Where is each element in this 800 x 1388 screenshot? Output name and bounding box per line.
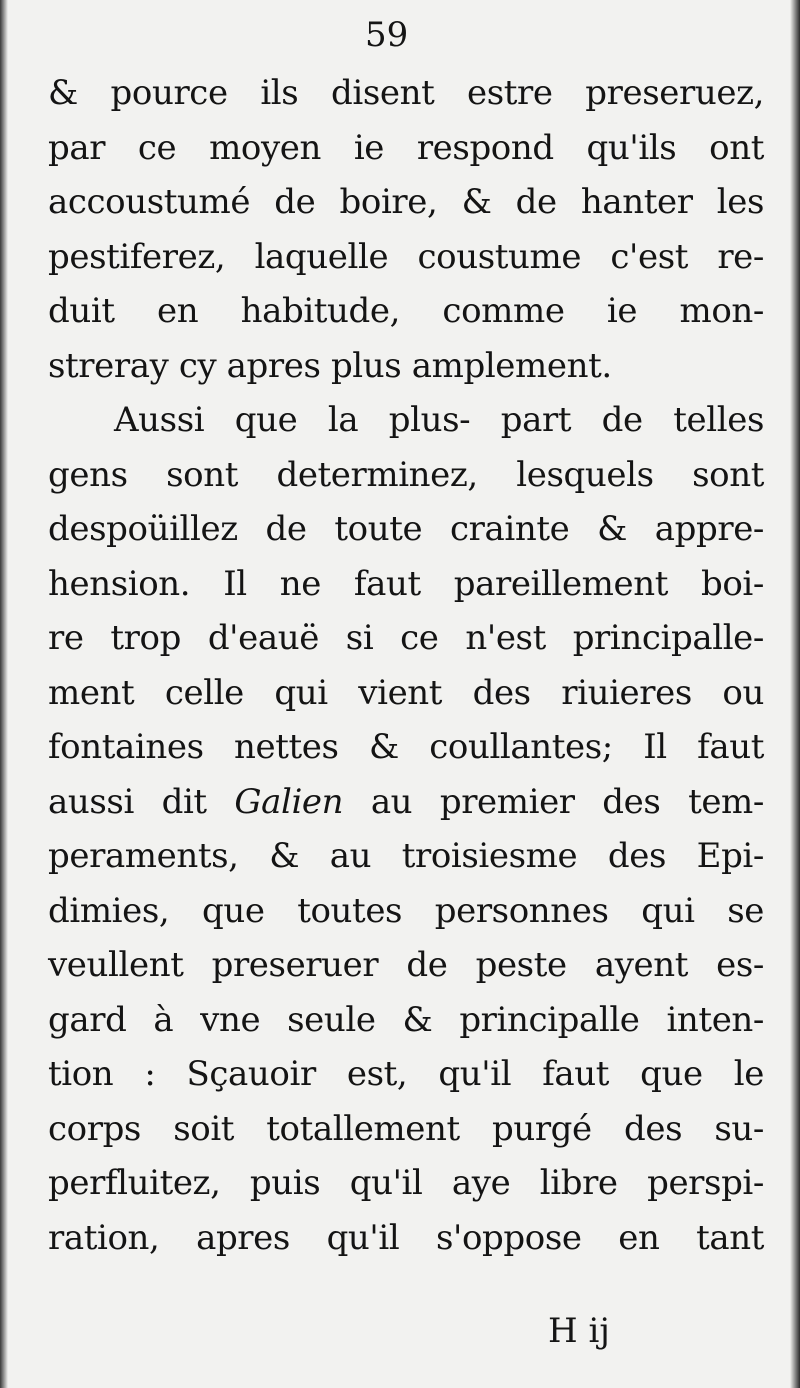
text-line: re trop d'eauë si ce n'est principalle-	[48, 618, 764, 658]
author-name: Galien	[234, 781, 344, 822]
text-line: accoustumé de boire, & de hanter les	[48, 182, 764, 222]
text-line: pestiferez, laquelle coustume c'est re-	[48, 236, 764, 277]
text-line: tion : Sçauoir est, qu'il faut que le	[48, 1054, 764, 1094]
text-line: dimies, que toutes personnes qui se	[48, 890, 764, 931]
text-line: gard à vne seule & principalle inten-	[48, 999, 764, 1040]
paragraph-start-line: Aussi que la plus- part de telles	[114, 400, 764, 440]
text-line: hension. Il ne faut pareillement boi-	[48, 563, 764, 604]
signature-mark: H ij	[548, 1311, 610, 1351]
text-body	[48, 66, 764, 1265]
text-line: veullent preseruer de peste ayent es-	[48, 945, 764, 985]
text-line: corps soit totallement purgé des su-	[48, 1108, 764, 1149]
text-line-with-name	[48, 775, 764, 830]
text-line: peraments, & au troisiesme des Epi-	[48, 836, 764, 876]
text-line: par ce moyen ie respond qu'ils ont	[48, 127, 764, 168]
text-line: fontaines nettes & coullantes; Il faut	[48, 727, 764, 767]
text-line: gens sont determinez, lesquels sont	[48, 454, 764, 495]
text-line: ment celle qui vient des riuieres ou	[48, 672, 764, 713]
text-fragment: au premier des tem-	[370, 781, 764, 822]
text-line: ration, apres qu'il s'oppose en tant	[48, 1217, 764, 1258]
page-number: 59	[365, 15, 409, 55]
text-line: despoüillez de toute crainte & appre-	[48, 509, 764, 549]
text-fragment: aussi dit	[48, 781, 207, 822]
text-line: perfluitez, puis qu'il aye libre perspi-	[48, 1163, 764, 1203]
text-line: streray cy apres plus amplement.	[48, 345, 612, 386]
text-line: duit en habitude, comme ie mon-	[48, 291, 764, 331]
text-line: & pource ils disent estre preseruez,	[48, 73, 764, 113]
